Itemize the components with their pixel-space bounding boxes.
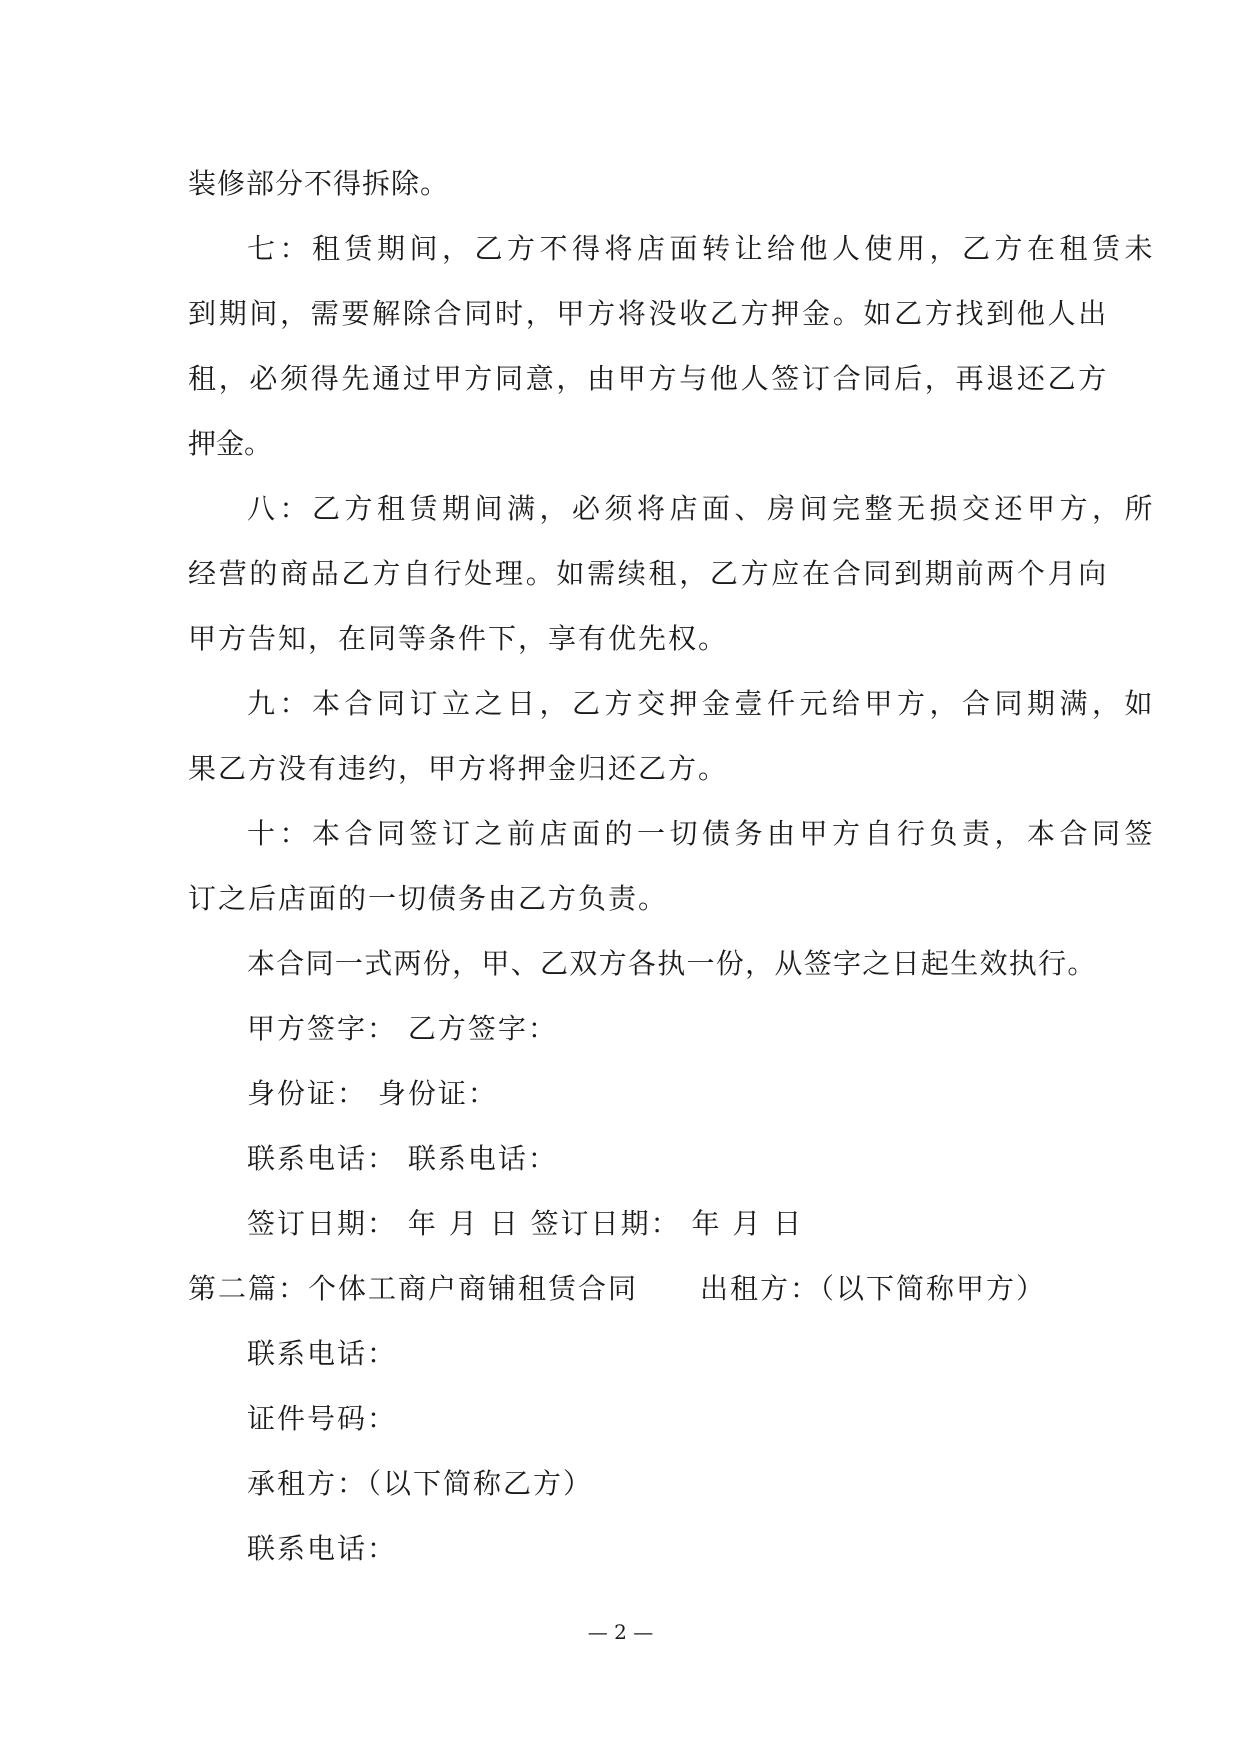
text-line: 承租方：（以下简称乙方） <box>247 1467 594 1500</box>
phone-line: 联系电话： 联系电话： <box>247 1142 558 1175</box>
section-heading <box>188 1269 1046 1309</box>
text-line: 订之后店面的一切债务由乙方负责。 <box>188 882 669 915</box>
text-line: 联系电话： <box>247 1532 398 1565</box>
signature-line: 甲方签字： 乙方签字： <box>247 1012 558 1045</box>
text-line: 果乙方没有违约，甲方将押金归还乙方。 <box>188 752 729 785</box>
date-line: 签订日期： 年 月 日 签订日期： 年 月 日 <box>247 1207 804 1240</box>
text-line: 本合同一式两份，甲、乙双方各执一份，从签字之日起生效执行。 <box>247 947 1097 980</box>
text-line: 联系电话： <box>247 1337 398 1370</box>
text-line: 装修部分不得拆除。 <box>188 167 450 200</box>
id-line: 身份证： 身份证： <box>247 1077 498 1110</box>
page-number: — 2 — <box>587 1620 654 1644</box>
text-line: 到期间，需要解除合同时，甲方将没收乙方押金。如乙方找到他人出 <box>188 297 1110 330</box>
text-line: 租，必须得先通过甲方同意，由甲方与他人签订合同后，再退还乙方 <box>188 362 1110 395</box>
text-line: 十：本合同签订之前店面的一切债务由甲方自行负责，本合同签 <box>247 817 1158 850</box>
text-line: 九：本合同订立之日，乙方交押金壹仟元给甲方，合同期满，如 <box>247 687 1158 720</box>
text-line: 八：乙方租赁期间满，必须将店面、房间完整无损交还甲方，所 <box>247 492 1158 525</box>
text-line: 押金。 <box>188 427 273 460</box>
section-title: 第二篇：个体工商户商铺租赁合同 <box>188 1272 639 1305</box>
text-line: 甲方告知，在同等条件下，享有优先权。 <box>188 622 729 655</box>
text-line: 经营的商品乙方自行处理。如需续租，乙方应在合同到期前两个月向 <box>188 557 1110 590</box>
text-line: 七：租赁期间，乙方不得将店面转让给他人使用，乙方在租赁未 <box>247 232 1158 265</box>
lessor-label: 出租方：（以下简称甲方） <box>700 1272 1047 1305</box>
text-line: 证件号码： <box>247 1402 398 1435</box>
